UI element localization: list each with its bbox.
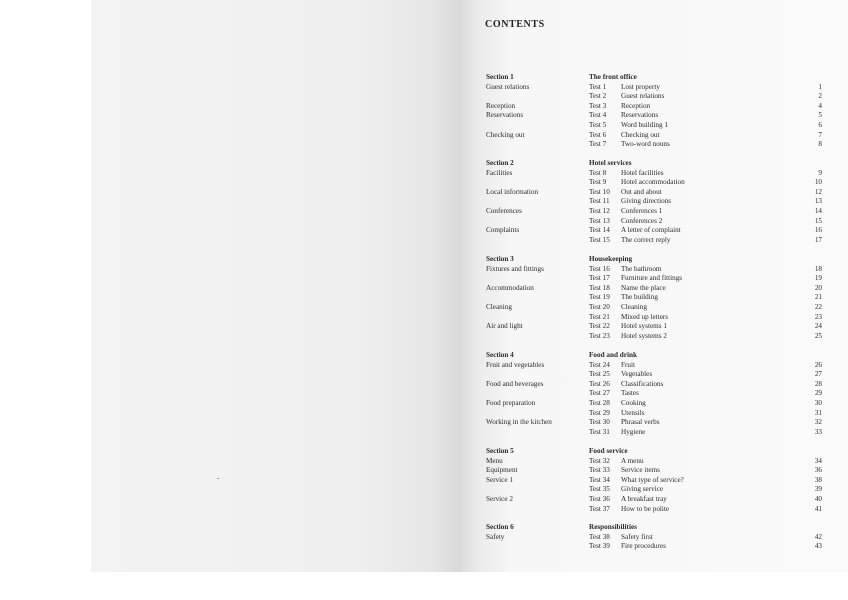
page-number: 8 [818, 140, 822, 149]
test-title: Classifications [621, 379, 664, 388]
page-number: 6 [818, 121, 822, 129]
test-title: Two-word nouns [621, 140, 670, 149]
topic-area: Safety [486, 532, 505, 541]
page-number: 27 [814, 370, 822, 379]
toc-row [0, 456, 848, 466]
test-title: Giving service [621, 485, 664, 494]
page-number: 22 [814, 303, 822, 311]
page-number: 31 [814, 408, 822, 417]
test-number: Test 35 [589, 485, 610, 494]
page-number: 19 [814, 274, 822, 283]
page-number: 41 [814, 504, 822, 513]
test-title: The correct reply [621, 235, 671, 244]
topic-area: Cleaning [486, 303, 512, 311]
page-number: 5 [818, 111, 822, 120]
toc-row [0, 139, 848, 149]
page-number: 43 [814, 542, 822, 551]
topic-area: Local information [486, 187, 539, 196]
toc-row [0, 206, 848, 216]
test-number: Test 17 [589, 274, 610, 283]
test-title: Out and about [621, 187, 662, 196]
toc-row [0, 91, 848, 101]
topic-area: Fruit and vegetables [486, 360, 545, 369]
page-number: 23 [814, 312, 822, 321]
test-number: Test 20 [589, 303, 610, 311]
test-number: Test 23 [589, 331, 610, 340]
toc-row [0, 417, 848, 427]
toc-row [0, 302, 848, 312]
page-number: 4 [818, 101, 822, 110]
test-title: Phrasal verbs [621, 418, 660, 427]
test-number: Test 14 [589, 226, 610, 235]
test-number: Test 2 [589, 92, 607, 101]
page-number: 9 [818, 168, 822, 177]
test-title: Checking out [621, 130, 660, 139]
test-title: Hygiene [621, 427, 646, 436]
page-number: 32 [814, 418, 822, 427]
toc-row [0, 292, 848, 302]
page-number: 15 [814, 216, 822, 225]
toc-row [0, 504, 848, 514]
test-number: Test 19 [589, 293, 610, 302]
section-theme: Food and drink [589, 351, 637, 359]
test-number: Test 21 [589, 312, 610, 321]
page-number: 10 [814, 178, 822, 187]
section-header-row [0, 350, 848, 360]
test-number: Test 6 [589, 130, 607, 139]
toc-row [0, 264, 848, 274]
test-title: The bathroom [621, 264, 662, 273]
test-title: Word building 1 [621, 121, 668, 129]
page-number: 1 [818, 82, 822, 91]
test-number: Test 9 [589, 178, 607, 187]
toc-row [0, 312, 848, 322]
topic-area: Service 1 [486, 475, 513, 484]
test-title: Guest relations [621, 92, 665, 101]
test-number: Test 22 [589, 322, 610, 331]
toc-row [0, 225, 848, 235]
test-title: A breakfast tray [621, 495, 667, 503]
topic-area: Equipment [486, 466, 518, 475]
page-number: 25 [814, 331, 822, 340]
test-title: Cooking [621, 399, 646, 407]
page-number: 24 [814, 322, 822, 331]
test-title: Hotel systems 2 [621, 331, 667, 340]
toc-row [0, 408, 848, 418]
page-number: 34 [814, 456, 822, 465]
test-title: Fire procedures [621, 542, 666, 551]
test-title: Lost property [621, 82, 660, 91]
test-title: Reception [621, 101, 651, 110]
toc-row [0, 398, 848, 408]
test-title: Hotel systems 1 [621, 322, 667, 331]
topic-area: Checking out [486, 130, 525, 139]
test-number: Test 28 [589, 399, 610, 407]
topic-area: Working in the kitchen [486, 418, 552, 427]
section-label: Section 3 [486, 255, 514, 263]
test-number: Test 7 [589, 140, 607, 149]
test-title: Conferences 1 [621, 207, 663, 215]
test-number: Test 10 [589, 187, 610, 196]
section-theme: Hotel services [589, 159, 632, 167]
page-number: 39 [814, 485, 822, 494]
toc-row [0, 360, 848, 370]
test-title: The building [621, 293, 658, 302]
page-number: 7 [818, 130, 822, 139]
toc-row [0, 235, 848, 245]
topic-area: Complaints [486, 226, 520, 235]
page-number: 2 [818, 92, 822, 101]
toc-row [0, 484, 848, 494]
test-number: Test 5 [589, 121, 607, 129]
test-title: Mixed up letters [621, 312, 669, 321]
test-number: Test 11 [589, 197, 610, 206]
topic-area: Reservations [486, 111, 524, 120]
section-header-row [0, 522, 848, 532]
test-number: Test 33 [589, 466, 610, 475]
test-number: Test 1 [589, 82, 607, 91]
test-title: Reservations [621, 111, 659, 120]
test-title: Name the place [621, 283, 666, 292]
test-number: Test 8 [589, 168, 607, 177]
toc-row [0, 541, 848, 551]
contents-heading: CONTENTS [485, 19, 545, 30]
page-number: 36 [814, 466, 822, 475]
section-label: Section 2 [486, 159, 514, 167]
toc-row [0, 120, 848, 130]
toc-row [0, 196, 848, 206]
toc-row [0, 369, 848, 379]
test-title: A menu [621, 456, 644, 465]
test-title: A letter of complaint [621, 226, 681, 235]
section-header-row [0, 446, 848, 456]
test-title: Furniture and fittings [621, 274, 683, 283]
section-label: Section 4 [486, 351, 514, 359]
topic-area: Conferences [486, 207, 522, 215]
toc-row [0, 187, 848, 197]
page-number: 28 [814, 379, 822, 388]
topic-area: Reception [486, 101, 516, 110]
toc-row [0, 283, 848, 293]
test-title: Fruit [621, 360, 635, 369]
section-theme: The front office [589, 73, 637, 81]
section-theme: Responsibilities [589, 523, 637, 531]
toc-row [0, 82, 848, 92]
test-number: Test 36 [589, 495, 610, 503]
page-number: 13 [814, 197, 822, 206]
test-title: Service items [621, 466, 660, 475]
toc-row [0, 168, 848, 178]
test-number: Test 4 [589, 111, 607, 120]
section-theme: Housekeeping [589, 255, 633, 263]
test-number: Test 34 [589, 475, 610, 484]
toc-row [0, 101, 848, 111]
test-number: Test 30 [589, 418, 610, 427]
topic-area: Guest relations [486, 82, 530, 91]
topic-area: Food preparation [486, 399, 536, 407]
test-number: Test 18 [589, 283, 610, 292]
test-title: Conferences 2 [621, 216, 663, 225]
page-number: 20 [814, 283, 822, 292]
toc-row [0, 465, 848, 475]
page-number: 40 [814, 495, 822, 503]
topic-area: Food and beverages [486, 379, 544, 388]
test-number: Test 39 [589, 542, 610, 551]
test-number: Test 24 [589, 360, 610, 369]
toc-row [0, 532, 848, 542]
toc-row [0, 130, 848, 140]
page-number: 33 [814, 427, 822, 436]
test-title: How to be polite [621, 504, 670, 513]
test-number: Test 3 [589, 101, 607, 110]
test-number: Test 27 [589, 389, 610, 398]
topic-area: Accommodation [486, 283, 534, 292]
page-number: 38 [814, 475, 822, 484]
toc-row [0, 331, 848, 341]
page-number: 42 [814, 532, 822, 541]
test-number: Test 38 [589, 532, 610, 541]
test-title: Utensils [621, 408, 645, 417]
toc-row [0, 427, 848, 437]
page-number: 30 [814, 399, 822, 407]
section-header-row [0, 158, 848, 168]
page-number: 18 [814, 264, 822, 273]
test-number: Test 25 [589, 370, 610, 379]
toc-row [0, 177, 848, 187]
section-label: Section 1 [486, 73, 514, 81]
toc-row [0, 475, 848, 485]
section-header-row [0, 254, 848, 264]
test-number: Test 13 [589, 216, 610, 225]
test-number: Test 29 [589, 408, 610, 417]
page-number: 29 [814, 389, 822, 398]
test-title: Hotel accommodation [621, 178, 685, 187]
page-number: 17 [814, 235, 822, 244]
test-number: Test 37 [589, 504, 610, 513]
page-number: 14 [814, 207, 822, 215]
test-title: Hotel facilities [621, 168, 664, 177]
section-header-row [0, 72, 848, 82]
topic-area: Fixtures and fittings [486, 264, 544, 273]
toc-row [0, 379, 848, 389]
toc-row [0, 388, 848, 398]
test-title: Safety first [621, 532, 653, 541]
page-number: 12 [814, 187, 822, 196]
toc-row [0, 216, 848, 226]
test-title: Giving directions [621, 197, 672, 206]
section-label: Section 6 [486, 523, 514, 531]
test-number: Test 15 [589, 235, 610, 244]
page-number: 16 [814, 226, 822, 235]
section-label: Section 5 [486, 447, 514, 455]
topic-area: Facilities [486, 168, 513, 177]
test-title: Cleaning [621, 303, 647, 311]
section-theme: Food service [589, 447, 628, 455]
topic-area: Menu [486, 456, 503, 465]
test-number: Test 32 [589, 456, 610, 465]
test-number: Test 26 [589, 379, 610, 388]
test-title: Tastes [621, 389, 639, 398]
test-title: What type of service? [621, 475, 684, 484]
toc-row [0, 494, 848, 504]
test-number: Test 16 [589, 264, 610, 273]
test-number: Test 12 [589, 207, 610, 215]
toc-row [0, 321, 848, 331]
page-number: 21 [814, 293, 822, 302]
test-number: Test 31 [589, 427, 610, 436]
topic-area: Air and light [486, 322, 523, 331]
page-number: 26 [814, 360, 822, 369]
topic-area: Service 2 [486, 495, 513, 503]
toc-row [0, 273, 848, 283]
toc-row [0, 110, 848, 120]
test-title: Vegetables [621, 370, 653, 379]
